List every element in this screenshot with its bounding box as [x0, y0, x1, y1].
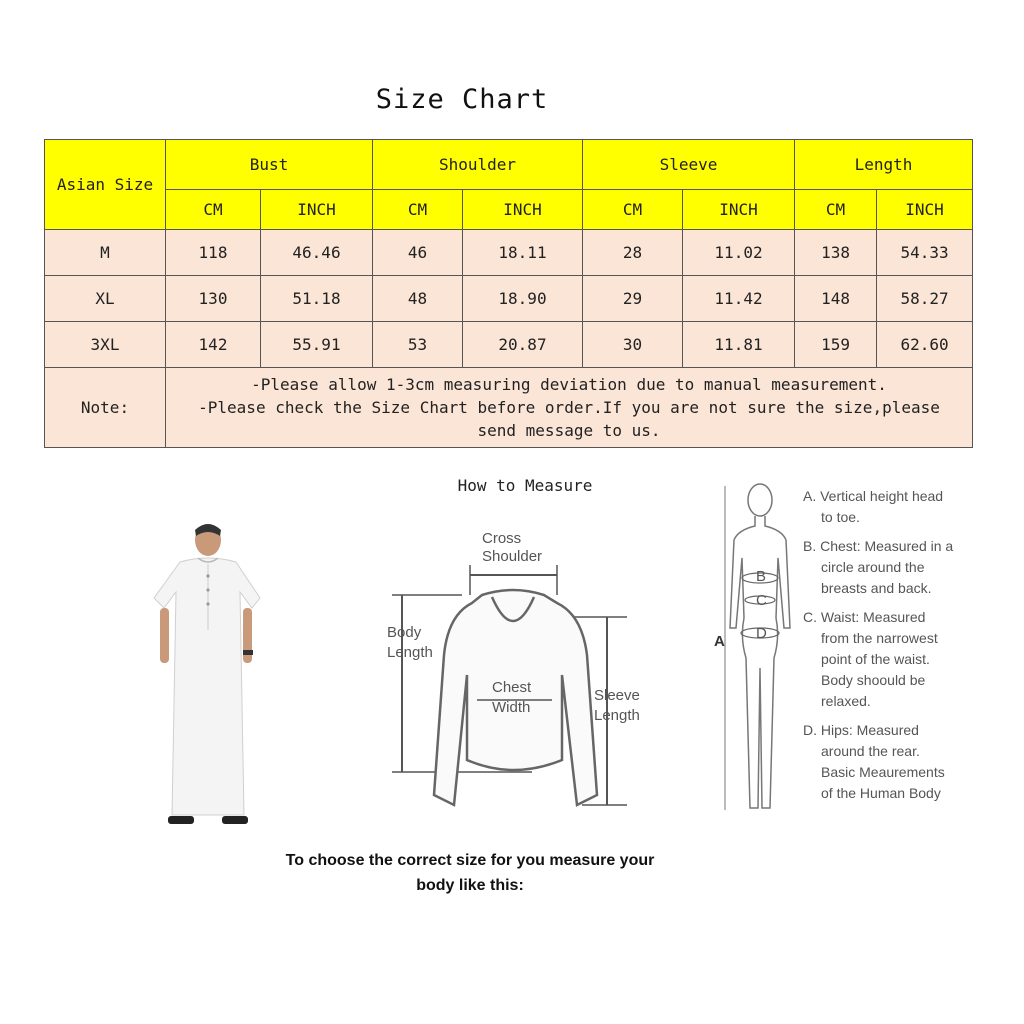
- value-cell: 58.27: [877, 276, 973, 322]
- asian-size-header: Asian Size: [45, 140, 166, 230]
- value-cell: 53: [373, 322, 463, 368]
- size-cell: M: [45, 230, 166, 276]
- letter-c: C: [756, 592, 767, 609]
- unit-header: INCH: [877, 190, 973, 230]
- label-body-length: Length: [387, 644, 433, 661]
- sweater-measure-diagram: [382, 525, 652, 815]
- label-shoulder: Shoulder: [482, 548, 543, 565]
- unit-header: INCH: [261, 190, 373, 230]
- label-cross: Cross: [482, 530, 522, 547]
- label-chest: Chest: [492, 679, 532, 696]
- note-line: send message to us.: [477, 421, 661, 440]
- value-cell: 11.02: [683, 230, 795, 276]
- table-row: [45, 230, 973, 276]
- value-cell: 62.60: [877, 322, 973, 368]
- value-cell: 28: [583, 230, 683, 276]
- measure-instruction: To choose the correct size for you measure your body like this:: [285, 852, 655, 894]
- table-header-units: [45, 190, 973, 230]
- value-cell: 46: [373, 230, 463, 276]
- label-body: Body: [387, 624, 422, 641]
- table-row: [45, 276, 973, 322]
- size-cell: 3XL: [45, 322, 166, 368]
- legend-item: A. Vertical height head to toe.: [803, 488, 944, 525]
- value-cell: 18.90: [463, 276, 583, 322]
- page-title: Size Chart: [375, 84, 549, 115]
- value-cell: 118: [166, 230, 261, 276]
- label-width: Width: [492, 699, 531, 716]
- group-header-bust: Bust: [166, 140, 373, 190]
- value-cell: 130: [166, 276, 261, 322]
- value-cell: 48: [373, 276, 463, 322]
- value-cell: 18.11: [463, 230, 583, 276]
- size-chart-table: [44, 139, 973, 448]
- body-outline-figure: [700, 478, 800, 828]
- value-cell: 29: [583, 276, 683, 322]
- unit-header: CM: [795, 190, 877, 230]
- note-line: -Please allow 1-3cm measuring deviation due to manual measurement.: [251, 375, 887, 394]
- note-line: -Please check the Size Chart before order.If you are not sure the size,please: [198, 398, 940, 417]
- robe-illustration: [140, 520, 280, 830]
- group-header-sleeve: Sleeve: [583, 140, 795, 190]
- legend-item: B. Chest: Measured in a circle around the breasts and back.: [803, 538, 954, 596]
- legend-item: D. Hips: Measured around the rear. Basic Meaurements of the Human Body: [803, 722, 945, 801]
- measurement-legend: [803, 486, 1003, 812]
- value-cell: 11.42: [683, 276, 795, 322]
- size-cell: XL: [45, 276, 166, 322]
- value-cell: 159: [795, 322, 877, 368]
- unit-header: CM: [373, 190, 463, 230]
- value-cell: 46.46: [261, 230, 373, 276]
- label-sleeve-length: Length: [594, 707, 640, 724]
- note-content: [166, 368, 973, 448]
- value-cell: 11.81: [683, 322, 795, 368]
- unit-header: CM: [583, 190, 683, 230]
- value-cell: 54.33: [877, 230, 973, 276]
- value-cell: 20.87: [463, 322, 583, 368]
- unit-header: INCH: [463, 190, 583, 230]
- group-header-length: Length: [795, 140, 973, 190]
- value-cell: 30: [583, 322, 683, 368]
- value-cell: 51.18: [261, 276, 373, 322]
- how-to-measure-title: How to Measure: [457, 476, 593, 495]
- letter-a: A: [714, 633, 725, 650]
- value-cell: 55.91: [261, 322, 373, 368]
- label-sleeve: Sleeve: [594, 687, 640, 704]
- group-header-shoulder: Shoulder: [373, 140, 583, 190]
- value-cell: 142: [166, 322, 261, 368]
- table-row: [45, 322, 973, 368]
- value-cell: 148: [795, 276, 877, 322]
- note-row: [45, 368, 973, 448]
- value-cell: 138: [795, 230, 877, 276]
- unit-header: CM: [166, 190, 261, 230]
- table-header-groups: [45, 140, 973, 190]
- letter-d: D: [756, 625, 767, 642]
- letter-b: B: [756, 568, 767, 585]
- note-label: Note:: [45, 368, 166, 448]
- unit-header: INCH: [683, 190, 795, 230]
- legend-item: C. Waist: Measured from the narrowest point of the waist. Body shoould be relaxed.: [803, 609, 938, 709]
